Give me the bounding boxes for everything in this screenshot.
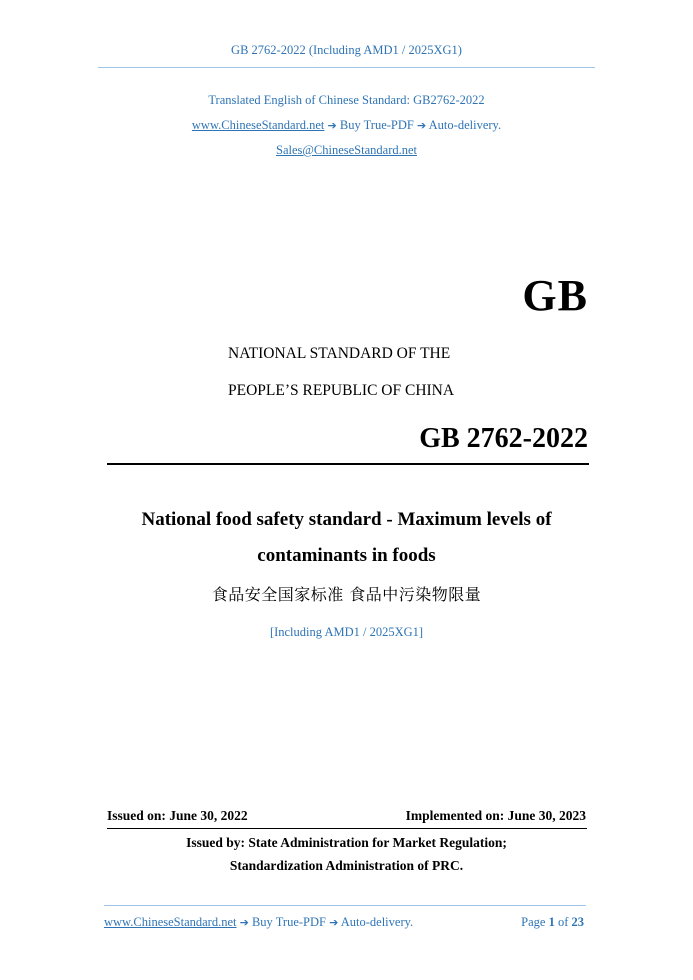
site-link[interactable]: www.ChineseStandard.net: [191, 118, 325, 132]
promo-line: [0, 118, 693, 133]
issue-divider: [107, 828, 587, 829]
standard-number-rule: [107, 463, 589, 465]
standard-number: GB 2762-2022: [419, 423, 588, 454]
national-standard-line-1: NATIONAL STANDARD OF THE: [228, 345, 451, 362]
issued-by-line-1: Issued by: State Administration for Market Regulation;: [186, 835, 507, 850]
page-indicator: [521, 915, 584, 930]
gb-logo: GB: [522, 271, 588, 320]
english-title-line-1: National food safety standard - Maximum levels of: [141, 509, 552, 530]
issued-by-line-2: Standardization Administration of PRC.: [229, 858, 464, 873]
footer-divider: [104, 905, 586, 906]
buy-true-pdf-text: Buy True-PDF: [339, 118, 414, 132]
arrow-right-icon: ➔: [329, 916, 339, 929]
english-title-line-2: contaminants in foods: [257, 545, 436, 566]
issued-on-date: Issued on: June 30, 2022: [107, 808, 248, 823]
page-header-title: GB 2762-2022 (Including AMD1 / 2025XG1): [231, 43, 462, 57]
page-current: 1: [548, 915, 555, 929]
arrow-right-icon: ➔: [327, 119, 337, 132]
sales-email-link[interactable]: Sales@ChineseStandard.net: [276, 143, 417, 157]
arrow-right-icon: ➔: [239, 916, 249, 929]
page-total: 23: [571, 915, 584, 929]
auto-delivery-text: Auto-delivery.: [428, 118, 502, 132]
footer-delivery-text: Auto-delivery.: [340, 915, 414, 929]
footer-promo: [104, 915, 413, 930]
sales-line: [0, 143, 693, 158]
implemented-on-date: Implemented on: June 30, 2023: [405, 808, 586, 823]
amendment-note: [Including AMD1 / 2025XG1]: [269, 625, 424, 639]
footer-buy-text: Buy True-PDF: [251, 915, 326, 929]
chinese-title: 食品安全国家标准 食品中污染物限量: [211, 585, 482, 604]
page-of-label: of: [557, 915, 569, 929]
header-divider: [98, 67, 595, 68]
page-label: Page: [521, 915, 546, 929]
footer-site-link[interactable]: www.ChineseStandard.net: [104, 915, 237, 929]
arrow-right-icon: ➔: [417, 119, 427, 132]
national-standard-line-2: PEOPLE’S REPUBLIC OF CHINA: [228, 382, 455, 399]
translated-notice: Translated English of Chinese Standard: GB2762-2022: [208, 93, 485, 107]
